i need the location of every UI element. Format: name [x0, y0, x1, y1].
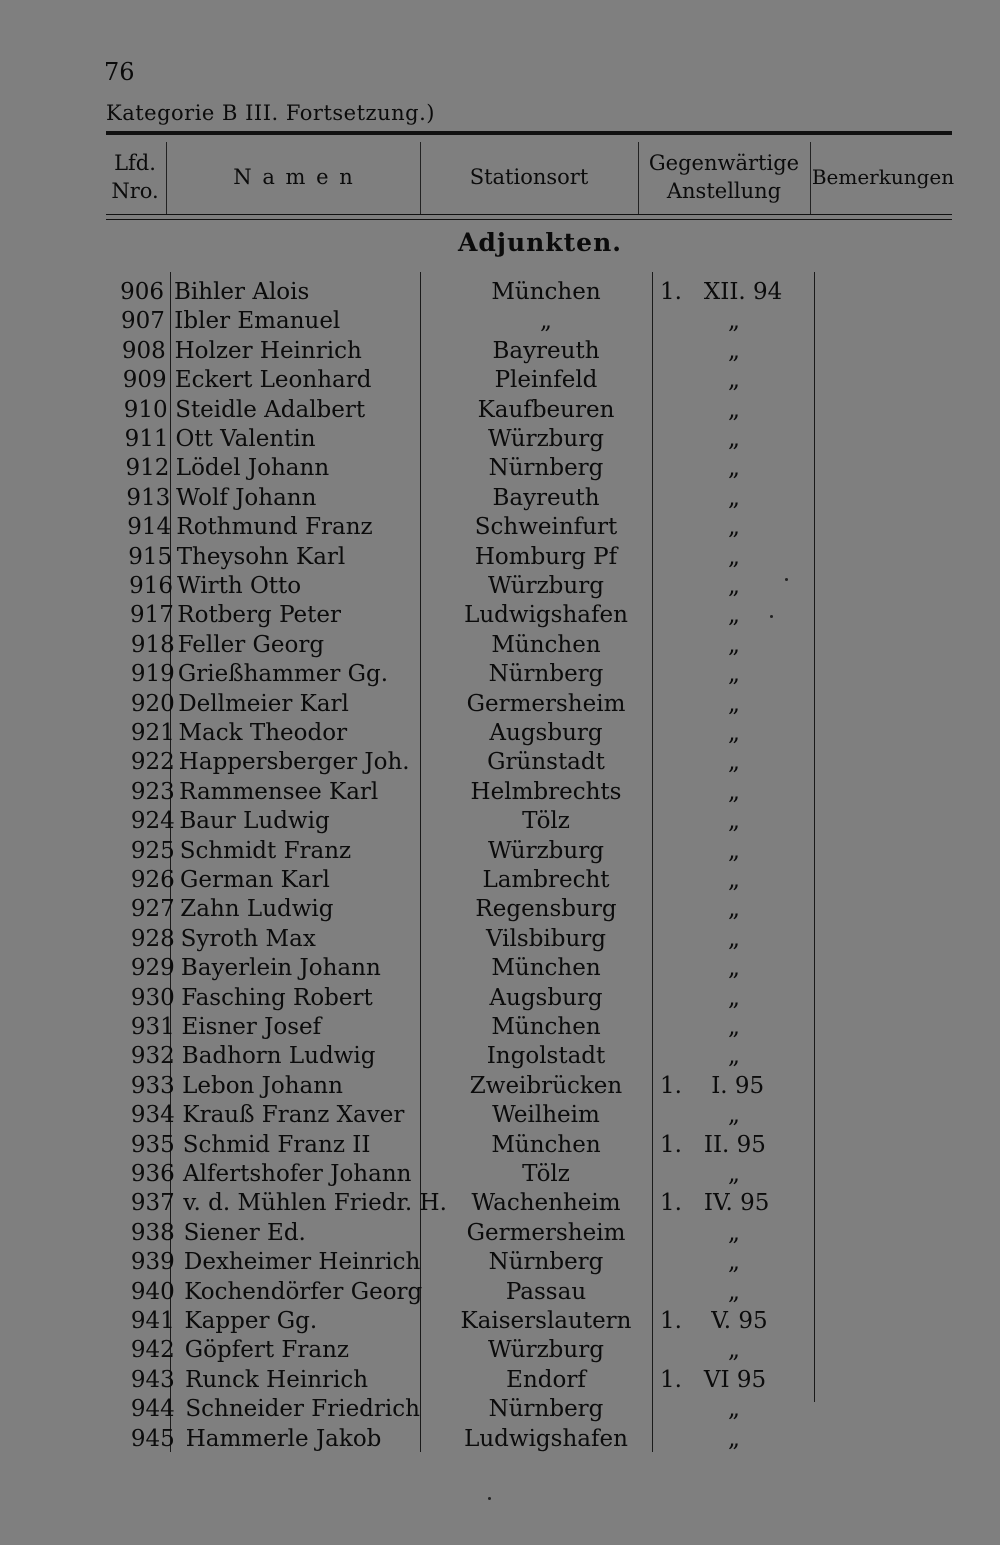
- row-station: München: [491, 279, 601, 305]
- row-number: 921: [130, 720, 175, 746]
- row-station: Kaiserslautern: [460, 1308, 632, 1334]
- header-anstellung-line2: Anstellung: [666, 179, 782, 203]
- row-anstellung: „: [728, 573, 740, 599]
- row-station: Nürnberg: [488, 1396, 604, 1423]
- row-number: 932: [130, 1043, 175, 1070]
- row-station: Vilsbiburg: [485, 925, 607, 952]
- row-station: München: [491, 955, 601, 982]
- row-station: Tölz: [522, 1161, 570, 1187]
- row-anstellung: 1. I. 95: [660, 1072, 765, 1099]
- row-anstellung: 1. XII. 94: [660, 279, 783, 305]
- row-station: Helmbrechts: [470, 778, 622, 805]
- table-row: [0, 455, 1000, 484]
- header-rule: [106, 214, 952, 215]
- row-number: 944: [130, 1396, 175, 1423]
- row-name: Theysohn Karl: [176, 543, 346, 570]
- row-station: Bayreuth: [492, 484, 600, 511]
- header-namen: N a m e n: [233, 165, 355, 189]
- row-number: 923: [130, 778, 175, 805]
- row-name: Siener Ed.: [183, 1219, 306, 1246]
- row-name: Alfertshofer Johann: [183, 1161, 412, 1187]
- row-anstellung: 1. VI 95: [660, 1366, 767, 1393]
- row-name: Kapper Gg.: [184, 1308, 318, 1334]
- row-station: Nürnberg: [488, 1249, 604, 1276]
- row-name: Rothmund Franz: [176, 514, 373, 541]
- row-number: 909: [122, 367, 167, 394]
- row-station: Augsburg: [489, 720, 603, 746]
- table-row: [0, 308, 1000, 337]
- row-anstellung: „: [728, 749, 740, 776]
- table-header: [0, 140, 1000, 214]
- row-anstellung: 1. IV. 95: [660, 1190, 770, 1217]
- row-station: Tölz: [522, 808, 570, 835]
- row-anstellung: „: [728, 867, 740, 893]
- row-name: Dellmeier Karl: [178, 690, 349, 717]
- stray-mark: [770, 615, 773, 618]
- row-station: Ludwigshafen: [464, 602, 628, 629]
- row-station: Würzburg: [488, 426, 604, 452]
- row-name: German Karl: [180, 867, 330, 893]
- row-station: Weilheim: [492, 1102, 600, 1129]
- row-name: Steidle Adalbert: [175, 396, 366, 423]
- table-row: [0, 632, 1000, 661]
- row-name: Mack Theodor: [178, 720, 348, 746]
- table-row: [0, 397, 1000, 426]
- row-number: 938: [130, 1219, 175, 1246]
- table-row: [0, 1073, 1000, 1102]
- row-anstellung: 1. II. 95: [660, 1131, 766, 1158]
- table-row: [0, 1396, 1000, 1425]
- row-name: Happersberger Joh.: [178, 749, 410, 776]
- row-station: Schweinfurt: [474, 514, 618, 541]
- header-lfd-nro: [104, 140, 166, 214]
- row-station: Bayreuth: [492, 337, 600, 364]
- table-row: [0, 1190, 1000, 1219]
- row-station: München: [491, 1131, 601, 1158]
- row-number: 929: [130, 955, 175, 982]
- row-station: Regensburg: [475, 896, 617, 923]
- row-anstellung: „: [728, 925, 740, 952]
- header-anstellung: [638, 140, 810, 214]
- row-station: Ingolstadt: [486, 1043, 606, 1070]
- row-anstellung: „: [728, 1278, 740, 1305]
- row-number: 912: [125, 455, 170, 482]
- table-row: [0, 896, 1000, 925]
- row-number: 933: [130, 1072, 175, 1099]
- row-anstellung: „: [728, 396, 740, 423]
- row-anstellung: „: [728, 367, 740, 394]
- row-name: Hammerle Jakob: [185, 1425, 382, 1452]
- row-name: Ibler Emanuel: [174, 308, 341, 335]
- row-name: v. d. Mühlen Friedr. H.: [183, 1190, 447, 1217]
- row-number: 942: [130, 1337, 175, 1364]
- row-anstellung: „: [728, 631, 740, 658]
- row-number: 922: [130, 749, 175, 776]
- row-name: Bayerlein Johann: [180, 955, 381, 982]
- row-anstellung: „: [728, 896, 740, 923]
- row-anstellung: „: [728, 543, 740, 570]
- row-name: Holzer Heinrich: [174, 337, 362, 364]
- table-row: [0, 808, 1000, 837]
- row-anstellung: „: [728, 1161, 740, 1187]
- row-name: Krauß Franz Xaver: [182, 1102, 405, 1129]
- table-row: [0, 926, 1000, 955]
- table-row: [0, 1337, 1000, 1366]
- table-row: [0, 838, 1000, 867]
- header-separator: [166, 142, 167, 214]
- table-row: [0, 367, 1000, 396]
- header-rule: [106, 219, 952, 220]
- page-subtitle: Kategorie B III. Fortsetzung.): [106, 101, 435, 125]
- row-station: Grünstadt: [487, 749, 605, 776]
- table-row: [0, 279, 1000, 308]
- row-name: Lödel Johann: [175, 455, 330, 482]
- row-anstellung: „: [728, 1219, 740, 1246]
- header-stationsort: Stationsort: [469, 165, 589, 189]
- row-number: 934: [130, 1102, 175, 1129]
- row-anstellung: „: [728, 1014, 740, 1040]
- table-row: [0, 573, 1000, 602]
- row-number: 937: [130, 1190, 175, 1217]
- row-anstellung: „: [728, 808, 740, 835]
- row-station: Homburg Pf: [474, 543, 618, 570]
- row-station: Passau: [505, 1278, 587, 1305]
- row-name: Badhorn Ludwig: [181, 1043, 376, 1070]
- row-station: Augsburg: [489, 984, 603, 1011]
- row-name: Runck Heinrich: [185, 1366, 369, 1393]
- row-number: 918: [130, 631, 175, 658]
- row-number: 930: [130, 984, 175, 1011]
- header-lfd: Lfd.: [114, 151, 156, 175]
- row-anstellung: „: [728, 602, 740, 629]
- row-station: Würzburg: [488, 837, 604, 864]
- row-anstellung: „: [728, 484, 740, 511]
- row-anstellung: „: [728, 720, 740, 746]
- row-number: 917: [129, 602, 174, 629]
- table-row: [0, 485, 1000, 514]
- row-number: 913: [126, 484, 171, 511]
- row-station: Pleinfeld: [494, 367, 598, 394]
- row-station: Nürnberg: [488, 455, 604, 482]
- row-name: Schmidt Franz: [179, 837, 352, 864]
- row-number: 935: [130, 1131, 175, 1158]
- row-number: 914: [127, 514, 172, 541]
- row-name: Wirth Otto: [177, 573, 302, 599]
- row-number: 928: [130, 925, 175, 952]
- row-number: 940: [130, 1278, 175, 1305]
- row-station: München: [491, 1014, 601, 1040]
- row-anstellung: „: [728, 778, 740, 805]
- row-name: Rammensee Karl: [179, 778, 379, 805]
- row-name: Eckert Leonhard: [174, 367, 372, 394]
- row-number: 939: [130, 1249, 175, 1276]
- row-anstellung: „: [728, 1425, 740, 1452]
- row-anstellung: „: [728, 984, 740, 1011]
- table-row: [0, 720, 1000, 749]
- row-anstellung: „: [728, 1102, 740, 1129]
- stray-mark: [785, 578, 788, 581]
- row-name: Fasching Robert: [181, 984, 373, 1011]
- row-anstellung: „: [728, 455, 740, 482]
- row-number: 941: [130, 1308, 175, 1334]
- row-name: Ott Valentin: [175, 426, 316, 452]
- row-name: Rotberg Peter: [177, 602, 341, 629]
- row-number: 906: [120, 279, 164, 305]
- table-row: [0, 544, 1000, 573]
- row-name: Grießhammer Gg.: [177, 661, 389, 688]
- row-anstellung: 1. V. 95: [660, 1308, 768, 1334]
- row-name: Bihler Alois: [174, 279, 310, 305]
- row-number: 945: [130, 1425, 175, 1452]
- row-station: München: [491, 631, 601, 658]
- row-station: Wachenheim: [471, 1190, 621, 1217]
- row-station: Zweibrücken: [469, 1072, 623, 1099]
- row-station: Kaufbeuren: [477, 396, 615, 423]
- row-name: Schmid Franz II: [182, 1131, 371, 1158]
- row-name: Göpfert Franz: [184, 1337, 350, 1364]
- table-row: [0, 1279, 1000, 1308]
- row-anstellung: „: [728, 1043, 740, 1070]
- table-row: [0, 749, 1000, 778]
- table-row: [0, 1043, 1000, 1072]
- stray-mark: [488, 1497, 491, 1500]
- row-number: 943: [130, 1366, 175, 1393]
- top-rule: [106, 131, 952, 135]
- table-row: [0, 602, 1000, 631]
- header-separator: [420, 142, 421, 214]
- row-name: Schneider Friedrich: [185, 1396, 420, 1423]
- table-row: [0, 514, 1000, 543]
- row-number: 920: [130, 690, 175, 717]
- row-name: Syroth Max: [180, 925, 316, 952]
- row-anstellung: „: [728, 1249, 740, 1276]
- table-row: [0, 1220, 1000, 1249]
- table-row: [0, 867, 1000, 896]
- header-separator: [638, 142, 639, 214]
- header-bemerkungen: Bemerkungen: [811, 165, 955, 189]
- table-row: [0, 1102, 1000, 1131]
- header-nro: Nro.: [111, 179, 159, 203]
- row-number: 908: [121, 337, 166, 364]
- row-number: 911: [124, 426, 169, 452]
- table-row: [0, 661, 1000, 690]
- row-name: Lebon Johann: [182, 1072, 343, 1099]
- table-row: [0, 985, 1000, 1014]
- row-number: 931: [130, 1014, 175, 1040]
- row-station: Ludwigshafen: [464, 1425, 628, 1452]
- row-anstellung: „: [728, 1337, 740, 1364]
- row-name: Wolf Johann: [176, 484, 317, 511]
- section-title: Adjunkten.: [458, 228, 622, 257]
- row-anstellung: „: [728, 661, 740, 688]
- row-anstellung: „: [728, 514, 740, 541]
- row-number: 907: [120, 308, 165, 335]
- header-separator: [810, 142, 811, 214]
- table-row: [0, 426, 1000, 455]
- row-anstellung: „: [728, 337, 740, 364]
- table-row: [0, 691, 1000, 720]
- header-anstellung-line1: Gegenwärtige: [648, 151, 800, 175]
- row-anstellung: „: [728, 1396, 740, 1423]
- row-number: 925: [130, 837, 175, 864]
- row-name: Kochendörfer Georg: [184, 1278, 423, 1305]
- table-row: [0, 1426, 1000, 1455]
- table-row: [0, 338, 1000, 367]
- row-number: 916: [129, 573, 173, 599]
- row-anstellung: „: [728, 690, 740, 717]
- row-anstellung: „: [728, 837, 740, 864]
- page-number: 76: [104, 58, 135, 86]
- row-station: Lambrecht: [482, 867, 610, 893]
- table-row: [0, 1367, 1000, 1396]
- row-name: Eisner Josef: [181, 1014, 322, 1040]
- row-name: Zahn Ludwig: [180, 896, 334, 923]
- row-number: 910: [123, 396, 168, 423]
- table-row: [0, 1249, 1000, 1278]
- row-number: 936: [130, 1161, 175, 1187]
- row-station: Würzburg: [488, 573, 604, 599]
- row-station: Würzburg: [488, 1337, 604, 1364]
- row-number: 926: [130, 867, 175, 893]
- row-station: Endorf: [506, 1366, 586, 1393]
- table-row: [0, 1161, 1000, 1190]
- row-station: Nürnberg: [488, 661, 604, 688]
- row-anstellung: „: [728, 426, 740, 452]
- table-row: [0, 1308, 1000, 1337]
- table-row: [0, 779, 1000, 808]
- row-name: Baur Ludwig: [179, 808, 330, 835]
- row-anstellung: „: [728, 308, 740, 335]
- row-number: 919: [130, 661, 175, 688]
- row-station: Germersheim: [466, 690, 626, 717]
- row-anstellung: „: [728, 955, 740, 982]
- row-number: 927: [130, 896, 175, 923]
- row-number: 915: [128, 543, 173, 570]
- table-row: [0, 1014, 1000, 1043]
- table-row: [0, 955, 1000, 984]
- row-number: 924: [130, 808, 175, 835]
- table-row: [0, 1132, 1000, 1161]
- row-station: Germersheim: [466, 1219, 626, 1246]
- row-name: Feller Georg: [177, 631, 325, 658]
- row-name: Dexheimer Heinrich: [183, 1249, 421, 1276]
- row-station: „: [540, 308, 552, 335]
